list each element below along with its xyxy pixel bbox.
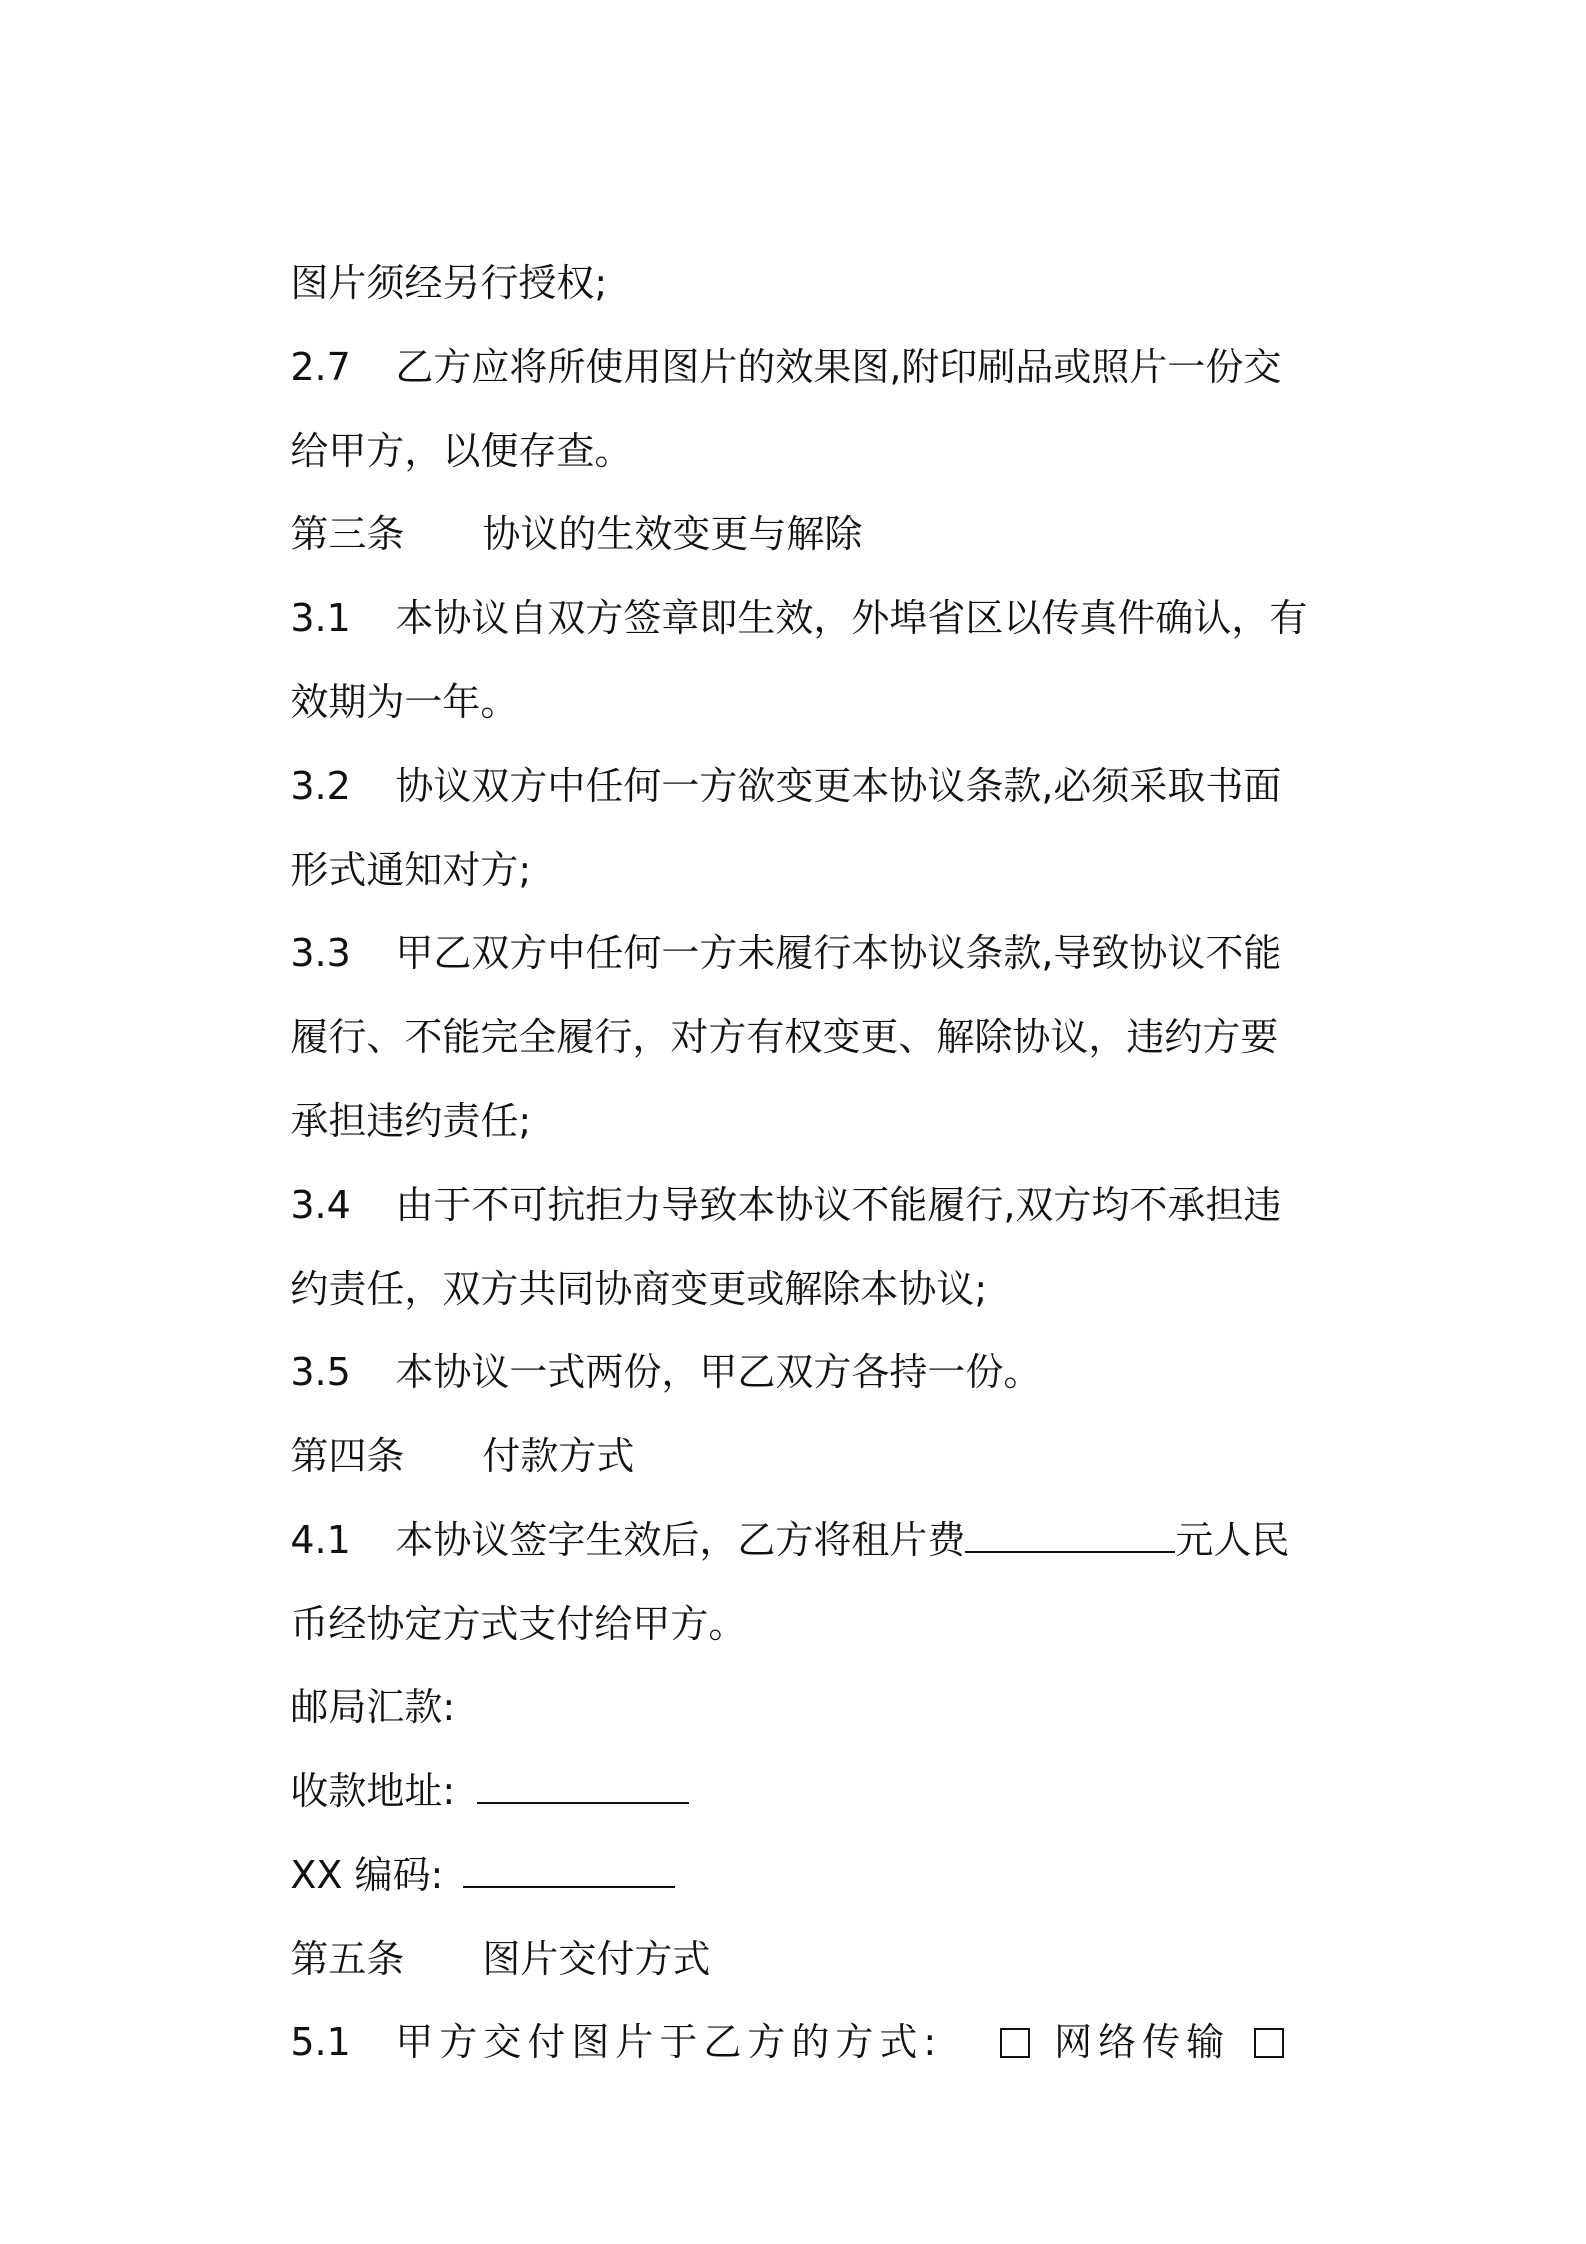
article-5-heading <box>242 1881 1362 1981</box>
clause-text: 履行、不能完全履行，对方有权变更、解除协议，违约方要 <box>290 1015 1279 1059</box>
text-line <box>242 373 1362 473</box>
clause-number: 3.5 <box>290 1350 351 1394</box>
clause-text: 承担违约责任; <box>290 1099 532 1143</box>
clause-4-1 <box>242 1462 1362 1562</box>
clause-number: 3.3 <box>290 931 351 975</box>
article-3-heading <box>242 456 1362 556</box>
text-line <box>242 205 1362 305</box>
clause-text: 邮局汇款: <box>290 1685 456 1729</box>
checkbox-network[interactable] <box>1000 2028 1030 2058</box>
clause-text: 币经协定方式支付给甲方。 <box>290 1602 747 1646</box>
article-title: 协议的生效变更与解除 <box>482 512 863 556</box>
checkbox-other[interactable] <box>1254 2028 1284 2058</box>
clause-text: 约责任，双方共同协商变更或解除本协议; <box>290 1267 988 1311</box>
article-label: 第四条 <box>290 1434 405 1478</box>
article-label: 第三条 <box>290 512 405 556</box>
clause-5-1 <box>242 1964 1362 2064</box>
clause-text: 由于不可抗拒力导致本协议不能履行,双方均不承担违 <box>395 1183 1282 1227</box>
text-line <box>242 1043 1362 1143</box>
clause-text: 本协议一式两份，甲乙双方各持一份。 <box>395 1350 1042 1394</box>
clause-3-4 <box>242 1127 1362 1227</box>
clause-text: 形式通知对方; <box>290 848 532 892</box>
clause-2-7 <box>242 289 1362 389</box>
clause-number: 4.1 <box>290 1518 351 1562</box>
article-label: 第五条 <box>290 1937 405 1981</box>
clause-number: 5.1 <box>290 2020 351 2064</box>
clause-text: 协议双方中任何一方欲变更本协议条款,必须采取书面 <box>395 764 1282 808</box>
article-title: 图片交付方式 <box>482 1937 711 1981</box>
clause-text: 元人民 <box>1175 1518 1290 1562</box>
clause-text: 本协议签字生效后，乙方将租片费 <box>395 1518 966 1562</box>
clause-text: 图片须经另行授权; <box>290 261 608 305</box>
article-4-heading <box>242 1378 1362 1478</box>
text-line <box>242 792 1362 892</box>
postal-remittance-label <box>242 1629 1362 1729</box>
clause-3-3 <box>242 875 1362 975</box>
text-line <box>242 959 1362 1059</box>
clause-text: 甲方交付图片于乙方的方式: <box>395 2020 943 2064</box>
text-line <box>242 1211 1362 1311</box>
code-row <box>242 1797 1362 1897</box>
clause-number: 2.7 <box>290 345 351 389</box>
address-label: 收款地址: <box>290 1769 456 1813</box>
article-title: 付款方式 <box>482 1434 635 1478</box>
clause-text: 效期为一年。 <box>290 680 519 724</box>
clause-text: 本协议自双方签章即生效，外埠省区以传真件确认，有 <box>395 596 1308 640</box>
clause-3-1 <box>242 540 1362 640</box>
clause-number: 3.4 <box>290 1183 351 1227</box>
clause-number: 3.2 <box>290 764 351 808</box>
clause-text: 给甲方，以便存查。 <box>290 429 633 473</box>
clause-3-2 <box>242 708 1362 808</box>
address-row <box>242 1713 1362 1813</box>
clause-number: 3.1 <box>290 596 351 640</box>
text-line <box>242 624 1362 724</box>
text-line <box>242 1546 1362 1646</box>
code-label: XX 编码: <box>290 1853 444 1897</box>
clause-text: 甲乙双方中任何一方未履行本协议条款,导致协议不能 <box>395 931 1282 975</box>
clause-3-5 <box>242 1294 1362 1394</box>
clause-text: 乙方应将所使用图片的效果图,附印刷品或照片一份交 <box>395 345 1282 389</box>
option-label: 网络传输 <box>1054 2020 1231 2064</box>
